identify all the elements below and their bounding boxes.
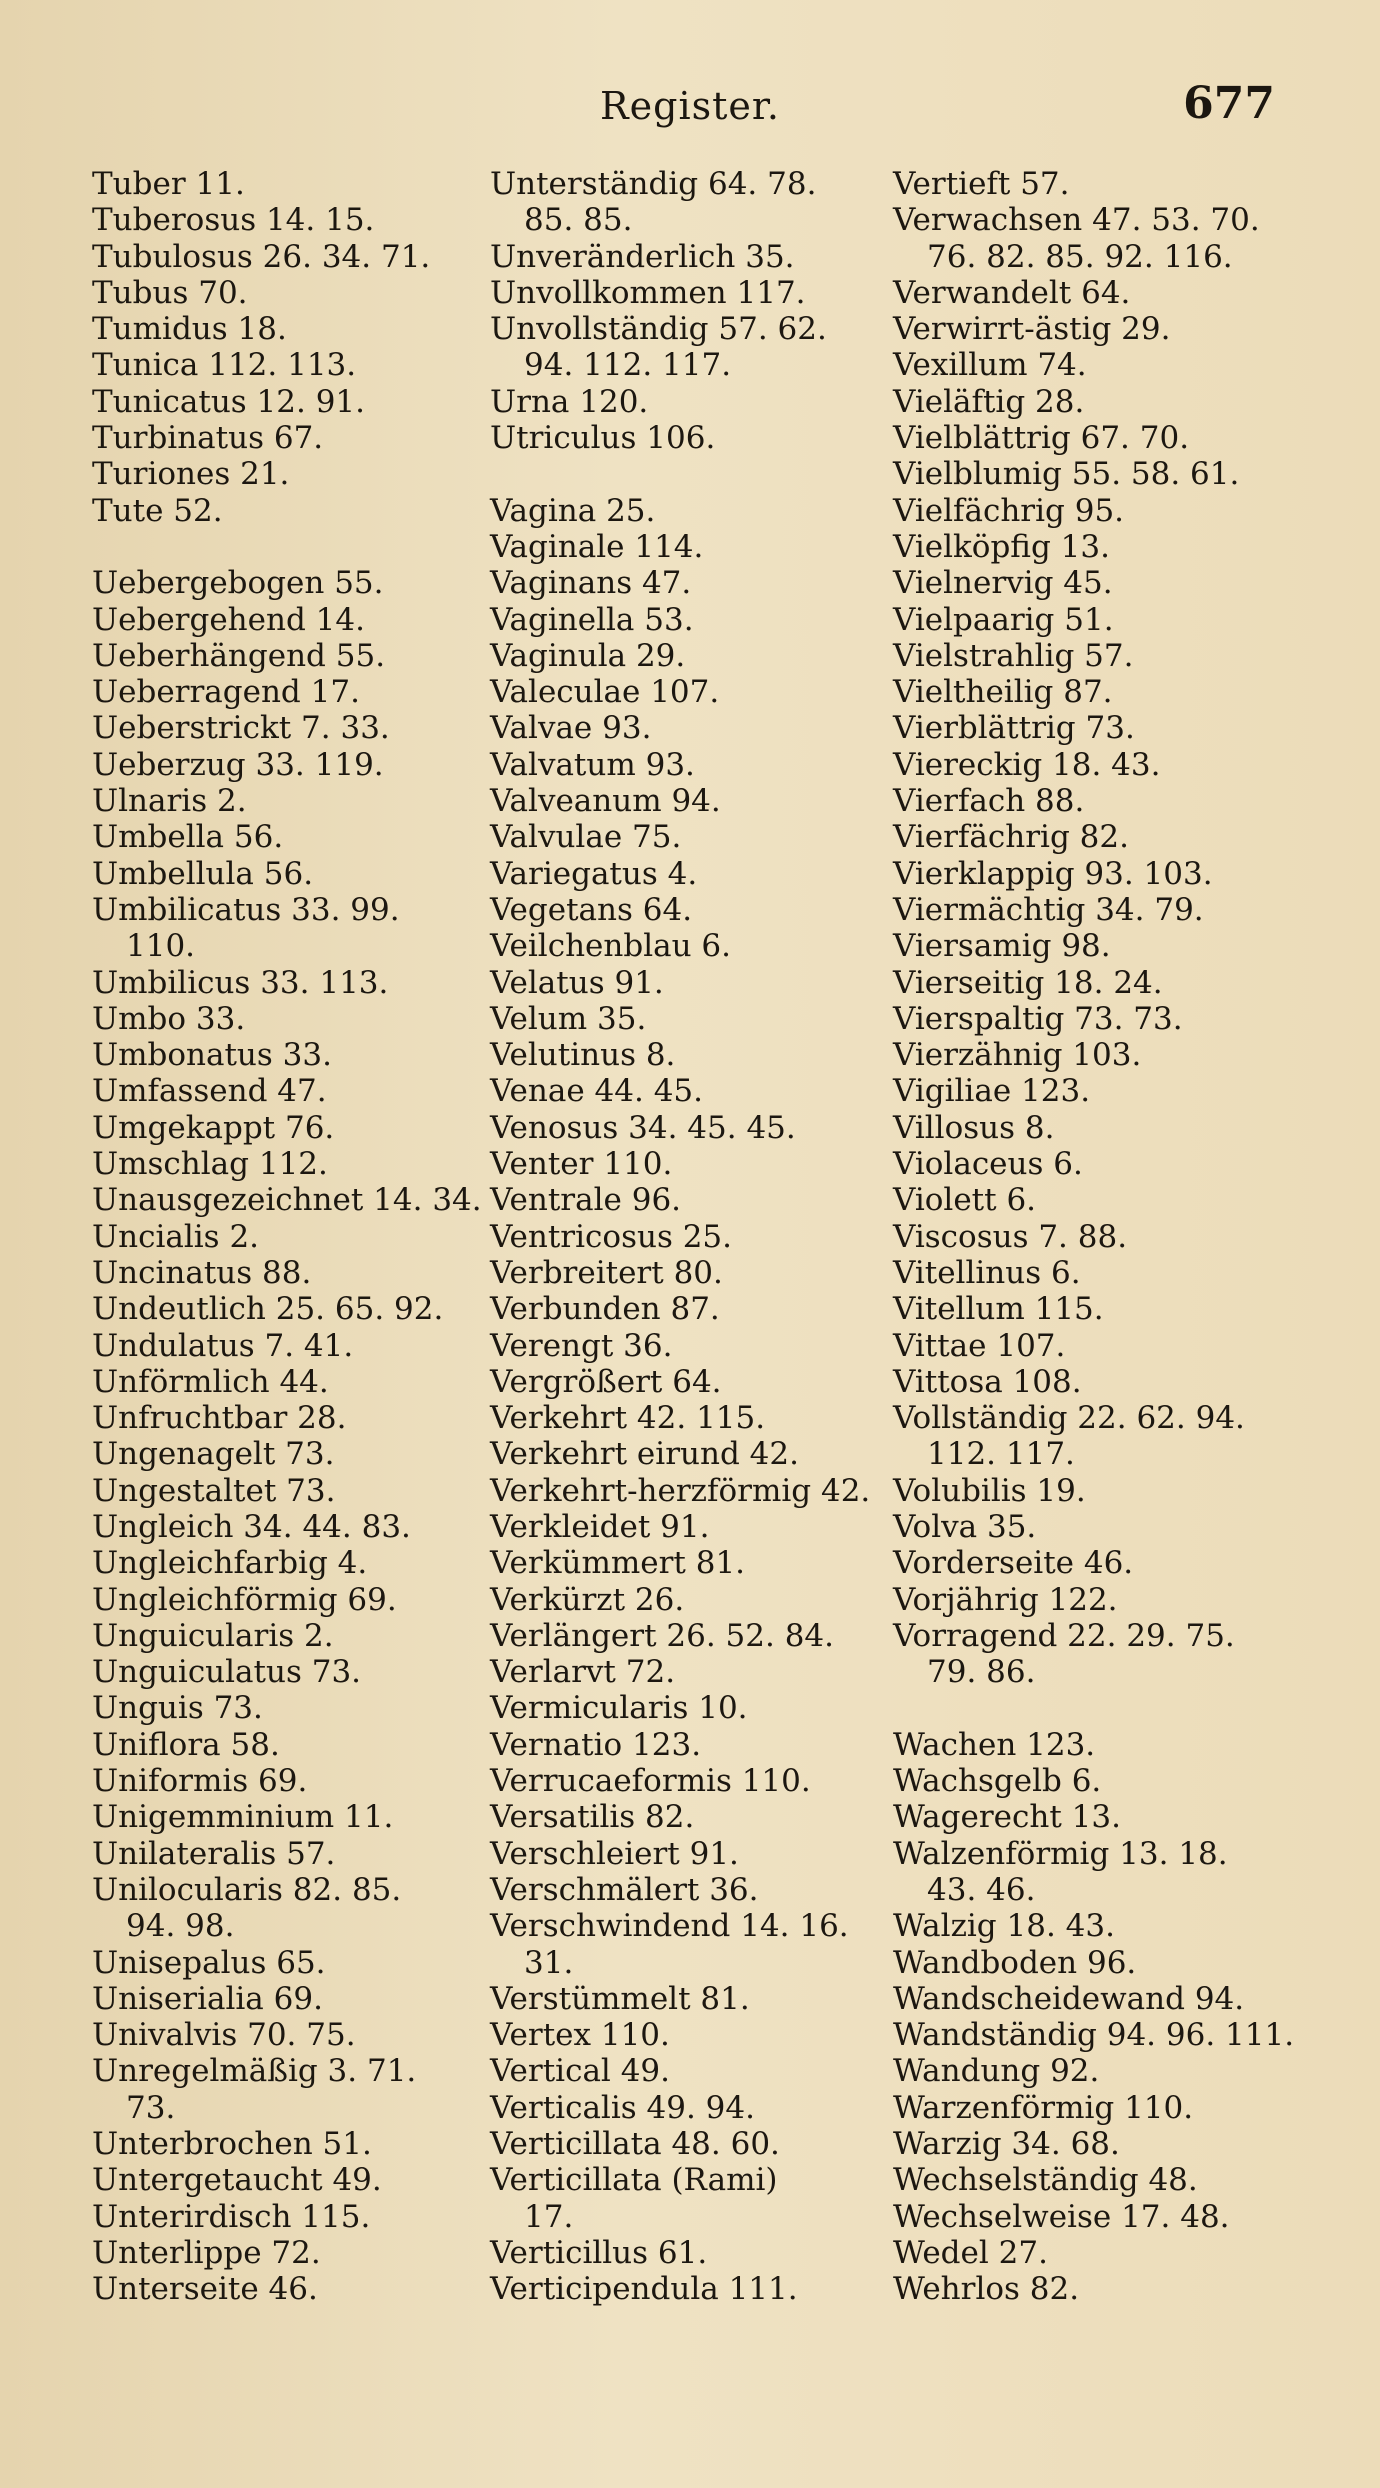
index-entry: Umschlag 112. [92,1146,328,1183]
index-entry: Ueberstrickt 7. 33. [92,710,390,747]
index-entry: Vielblättrig 67. 70. [893,420,1190,457]
index-entry: Unguiculatus 73. [92,1654,362,1691]
index-entry: Umbonatus 33. [92,1037,332,1074]
index-entry: Vigiliae 123. [893,1073,1091,1110]
index-entry: Univalvis 70. 75. [92,2017,356,2054]
index-entry: Undulatus 7. 41. [92,1327,354,1364]
index-entry: Verengt 36. [490,1327,673,1364]
index-entry: Umbilicus 33. 113. [92,964,389,1001]
index-entry: Verticillus 61. [490,2234,708,2271]
index-entry: Wechselweise 17. 48. [893,2198,1230,2235]
index-gap [893,1690,1333,1726]
index-entry: Variegatus 4. [490,855,698,892]
index-entry: Undeutlich 25. 65. 92. [92,1291,444,1328]
index-entry: Vielnervig 45. [893,565,1113,602]
index-entry: Tunicatus 12. 91. [92,383,366,420]
index-entry: Vierklappig 93. 103. [893,855,1213,892]
index-entry: Wagerecht 13. [893,1799,1121,1836]
index-entry: Violett 6. [893,1182,1037,1219]
index-entry: Valeculae 107. [490,674,720,711]
index-entry: Unterständig 64. 78. [490,166,817,202]
index-entry: Vielblumig 55. 58. 61. [893,456,1240,493]
index-entry: Vierfach 88. [893,783,1085,820]
index-entry: Wedel 27. [893,2234,1048,2271]
index-entry: Verrucaeformis 110. [490,1763,811,1800]
index-entry: Verticalis 49. 94. [490,2089,755,2126]
index-entry: Vorragend 22. 29. 75. [893,1617,1235,1654]
index-entry: Ventrale 96. [490,1182,682,1219]
index-entry: Unförmlich 44. [92,1363,329,1400]
index-entry: Uniserialia 69. [92,1980,323,2017]
index-entry: Ungenagelt 73. [92,1436,335,1473]
index-entry: Verwandelt 64. [893,274,1131,311]
index-entry: Verwirrt-ästig 29. [893,311,1171,348]
index-entry-continuation: 79. 86. [927,1654,1036,1691]
index-entry: Vertical 49. [490,2053,670,2090]
index-entry: Verbreitert 80. [490,1254,723,1291]
index-entry: Verschwindend 14. 16. [490,1908,849,1945]
index-entry: Viersamig 98. [893,928,1111,965]
index-entry: Vieltheilig 87. [893,674,1113,711]
index-entry: Viscosus 7. 88. [893,1218,1128,1255]
index-entry: Turiones 21. [92,456,290,493]
index-column-2 [490,166,890,2308]
index-column-3 [893,166,1333,2308]
index-column-1 [92,166,482,2308]
index-entry: Verkehrt 42. 115. [490,1400,766,1437]
index-entry: Wachsgelb 6. [893,1763,1102,1800]
index-entry: Vorderseite 46. [893,1545,1134,1582]
index-entry: Uniflora 58. [92,1726,280,1763]
index-entry-continuation: 110. [126,928,196,965]
index-entry: Tute 52. [92,492,223,529]
index-entry: Vollständig 22. 62. 94. [893,1400,1245,1437]
index-entry: Verkleidet 91. [490,1508,710,1545]
index-entry: Verticillata 48. 60. [490,2126,780,2163]
index-entry: Tunica 112. 113. [92,347,357,384]
index-entry: Vegetans 64. [490,891,693,928]
index-entry: Umbellula 56. [92,855,314,892]
index-entry: Verkümmert 81. [490,1545,746,1582]
page-number: 677 [1183,78,1275,129]
index-entry: Unigemminium 11. [92,1799,394,1836]
index-entry: Verstümmelt 81. [490,1980,750,2017]
index-entry: Turbinatus 67. [92,420,324,457]
index-entry-continuation: 31. [524,1944,574,1981]
index-entry-continuation: 112. 117. [927,1436,1075,1473]
index-entry: Umbella 56. [92,819,284,856]
index-entry: Tubulosus 26. 34. 71. [92,238,431,275]
index-entry: Vaginans 47. [490,565,692,602]
index-entry: Verbunden 87. [490,1291,720,1328]
index-entry-continuation: 94. 112. 117. [524,347,732,384]
index-entry-continuation: 76. 82. 85. 92. 116. [927,238,1233,275]
index-entry: Ventricosus 25. [490,1218,733,1255]
index-entry: Umgekappt 76. [92,1109,335,1146]
index-entry: Valvulae 75. [490,819,682,856]
running-head [0,78,1380,138]
index-entry: Volubilis 19. [893,1472,1086,1509]
index-entry: Vitellinus 6. [893,1254,1081,1291]
index-entry: Verschleiert 91. [490,1835,739,1872]
index-entry: Umbo 33. [92,1000,246,1037]
index-entry: Verkürzt 26. [490,1581,685,1618]
index-entry: Ungleichfarbig 4. [92,1545,368,1582]
index-entry: Vagina 25. [490,492,656,529]
index-entry: Wechselständig 48. [893,2162,1198,2199]
index-gap [490,456,890,492]
index-entry: Ueberhängend 55. [92,637,386,674]
index-entry-continuation: 43. 46. [927,1871,1036,1908]
index-entry: Uniformis 69. [92,1763,308,1800]
index-entry: Vierfächrig 82. [893,819,1129,856]
index-entry: Wandständig 94. 96. 111. [893,2017,1295,2054]
index-entry: Unterirdisch 115. [92,2198,371,2235]
index-gap [92,529,482,565]
index-entry: Viermächtig 34. 79. [893,891,1204,928]
index-entry: Unvollkommen 117. [490,274,806,311]
index-entry: Villosus 8. [893,1109,1055,1146]
index-entry: Umbilicatus 33. 99. [92,891,400,928]
index-entry: Ulnaris 2. [92,783,247,820]
index-entry: Verlarvt 72. [490,1654,676,1691]
index-entry: Vierzähnig 103. [893,1037,1142,1074]
index-entry: Vaginale 114. [490,528,704,565]
index-entry: Vorjährig 122. [893,1581,1118,1618]
index-entry: Verkehrt eirund 42. [490,1436,799,1473]
index-entry: Violaceus 6. [893,1146,1083,1183]
index-entry: Vierblättrig 73. [893,710,1135,747]
index-entry: Unguicularis 2. [92,1617,334,1654]
index-entry: Vieläftig 28. [893,383,1085,420]
index-entry: Verwachsen 47. 53. 70. [893,202,1260,239]
index-entry: Unilocularis 82. 85. [92,1871,402,1908]
index-entry: Wandboden 96. [893,1944,1137,1981]
index-entry: Vierseitig 18. 24. [893,964,1163,1001]
index-entry: Tuber 11. [92,166,245,202]
index-entry: Wandscheidewand 94. [893,1980,1245,2017]
index-entry: Ueberragend 17. [92,674,360,711]
index-entry: Walzenförmig 13. 18. [893,1835,1228,1872]
index-entry: Ungleich 34. 44. 83. [92,1508,411,1545]
index-entry: Unterbrochen 51. [92,2126,372,2163]
running-title: Register. [600,84,780,128]
index-entry: Uncinatus 88. [92,1254,312,1291]
index-entry: Unguis 73. [92,1690,263,1727]
index-entry: Unisepalus 65. [92,1944,326,1981]
index-entry: Volva 35. [893,1508,1037,1545]
index-entry: Venae 44. 45. [490,1073,703,1110]
index-entry: Utriculus 106. [490,420,716,457]
index-entry: Velutinus 8. [490,1037,676,1074]
index-entry: Valveanum 94. [490,783,721,820]
index-entry-continuation: 94. 98. [126,1908,235,1945]
index-entry: Versatilis 82. [490,1799,695,1836]
index-entry: Vierspaltig 73. 73. [893,1000,1183,1037]
index-entry: Venter 110. [490,1146,673,1183]
index-entry: Untergetaucht 49. [92,2162,382,2199]
index-entry: Unvollständig 57. 62. [490,311,827,348]
index-entry: Vaginella 53. [490,601,694,638]
index-entry: Unterseite 46. [92,2271,318,2308]
index-entry: Ungleichförmig 69. [92,1581,397,1618]
index-entry: Valvatum 93. [490,746,695,783]
index-entry: Verlängert 26. 52. 84. [490,1617,834,1654]
index-entry: Verticillata (Rami) [490,2162,778,2199]
index-entry: Vernatio 123. [490,1726,702,1763]
index-entry: Vielköpfig 13. [893,528,1110,565]
index-entry: Ungestaltet 73. [92,1472,336,1509]
index-entry: Tubus 70. [92,274,248,311]
index-entry: Vitellum 115. [893,1291,1104,1328]
index-entry: Viereckig 18. 43. [893,746,1161,783]
index-entry: Vielstrahlig 57. [893,637,1134,674]
index-entry: Urna 120. [490,383,649,420]
index-entry: Vielfächrig 95. [893,492,1125,529]
index-entry: Umfassend 47. [92,1073,327,1110]
index-entry: Wehrlos 82. [893,2271,1080,2308]
index-entry-continuation: 85. 85. [524,202,633,239]
index-entry: Velum 35. [490,1000,647,1037]
index-entry: Wandung 92. [893,2053,1100,2090]
index-entry: Vermicularis 10. [490,1690,748,1727]
index-entry: Unveränderlich 35. [490,238,795,275]
index-entry: Venosus 34. 45. 45. [490,1109,796,1146]
index-entry: Verkehrt-herzförmig 42. [490,1472,871,1509]
index-entry: Velatus 91. [490,964,664,1001]
index-entry: Vergrößert 64. [490,1363,722,1400]
index-entry: Vielpaarig 51. [893,601,1114,638]
index-entry: Unterlippe 72. [92,2234,321,2271]
index-entry: Vertieft 57. [893,166,1070,202]
index-entry-continuation: 73. [126,2089,176,2126]
index-entry: Vittosa 108. [893,1363,1082,1400]
index-entry: Wachen 123. [893,1726,1096,1763]
index-entry: Uncialis 2. [92,1218,260,1255]
index-entry: Tuberosus 14. 15. [92,202,375,239]
index-entry: Verticipendula 111. [490,2271,798,2308]
index-entry: Veilchenblau 6. [490,928,731,965]
index-entry: Walzig 18. 43. [893,1908,1115,1945]
index-entry: Vexillum 74. [893,347,1087,384]
index-entry: Warzenförmig 110. [893,2089,1194,2126]
index-entry: Valvae 93. [490,710,652,747]
index-entry: Uebergebogen 55. [92,565,384,602]
index-entry: Unilateralis 57. [92,1835,336,1872]
index-entry: Unausgezeichnet 14. 34. [92,1182,482,1219]
index-entry: Ueberzug 33. 119. [92,746,384,783]
index-entry: Uebergehend 14. [92,601,365,638]
index-entry: Vertex 110. [490,2017,670,2054]
index-entry: Unregelmäßig 3. 71. [92,2053,417,2090]
index-entry-continuation: 17. [524,2198,574,2235]
index-entry: Unfruchtbar 28. [92,1400,347,1437]
index-entry: Vaginula 29. [490,637,686,674]
index-entry: Vittae 107. [893,1327,1066,1364]
index-entry: Warzig 34. 68. [893,2126,1120,2163]
index-entry: Verschmälert 36. [490,1871,759,1908]
index-entry: Tumidus 18. [92,311,287,348]
